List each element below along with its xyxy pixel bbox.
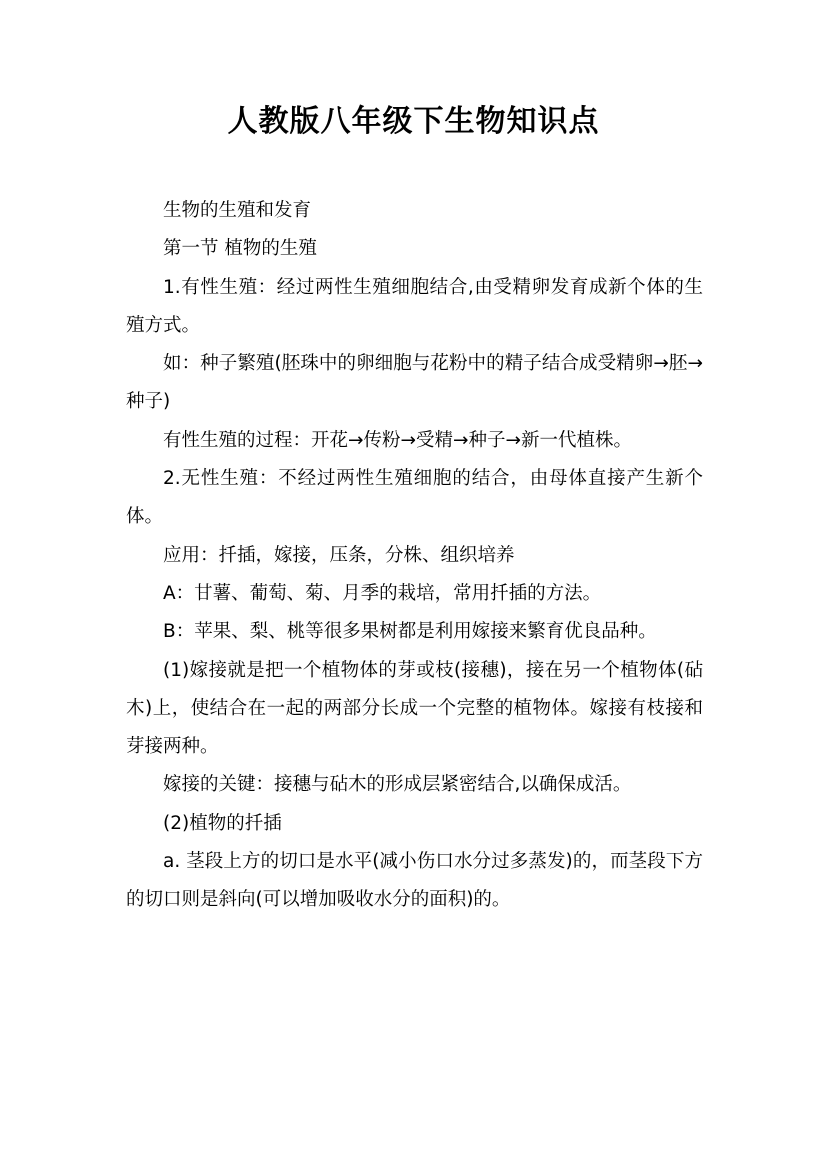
- document-body: [126, 192, 703, 920]
- paragraph: 第一节 植物的生殖: [163, 238, 317, 260]
- paragraph: B：苹果、梨、桃等很多果树都是利用嫁接来繁育优良品种。: [163, 621, 657, 643]
- document-title: 人教版八年级下生物知识点: [227, 104, 600, 139]
- paragraph: (2)植物的扦插: [163, 812, 282, 834]
- paragraph: 应用：扦插，嫁接，压条，分株、组织培养: [163, 544, 515, 566]
- paragraph: (1)嫁接就是把一个植物体的芽或枝(接穗)，接在另一个植物体(砧木)上，使结合在一起的两部分长成一个完整的植物体。嫁接有枝接和芽接两种。: [126, 659, 703, 758]
- paragraph: A：甘薯、葡萄、菊、月季的栽培，常用扦插的方法。: [163, 582, 602, 604]
- paragraph: 生物的生殖和发育: [163, 200, 312, 221]
- paragraph: 有性生殖的过程：开花→传粉→受精→种子→新一代植株。: [163, 429, 633, 451]
- paragraph: 嫁接的关键：接穗与砧木的形成层紧密结合,以确保成活。: [163, 774, 632, 796]
- paragraph: a. 茎段上方的切口是水平(减小伤口水分过多蒸发)的，而茎段下方的切口则是斜向(可以增加吸收水分的面积)的。: [126, 851, 703, 911]
- paragraph: 2.无性生殖：不经过两性生殖细胞的结合，由母体直接产生新个体。: [126, 468, 703, 528]
- paragraph: 1.有性生殖：经过两性生殖细胞结合,由受精卵发育成新个体的生殖方式。: [126, 276, 703, 336]
- paragraph: 如：种子繁殖(胚珠中的卵细胞与花粉中的精子结合成受精卵→胚→种子): [126, 353, 703, 413]
